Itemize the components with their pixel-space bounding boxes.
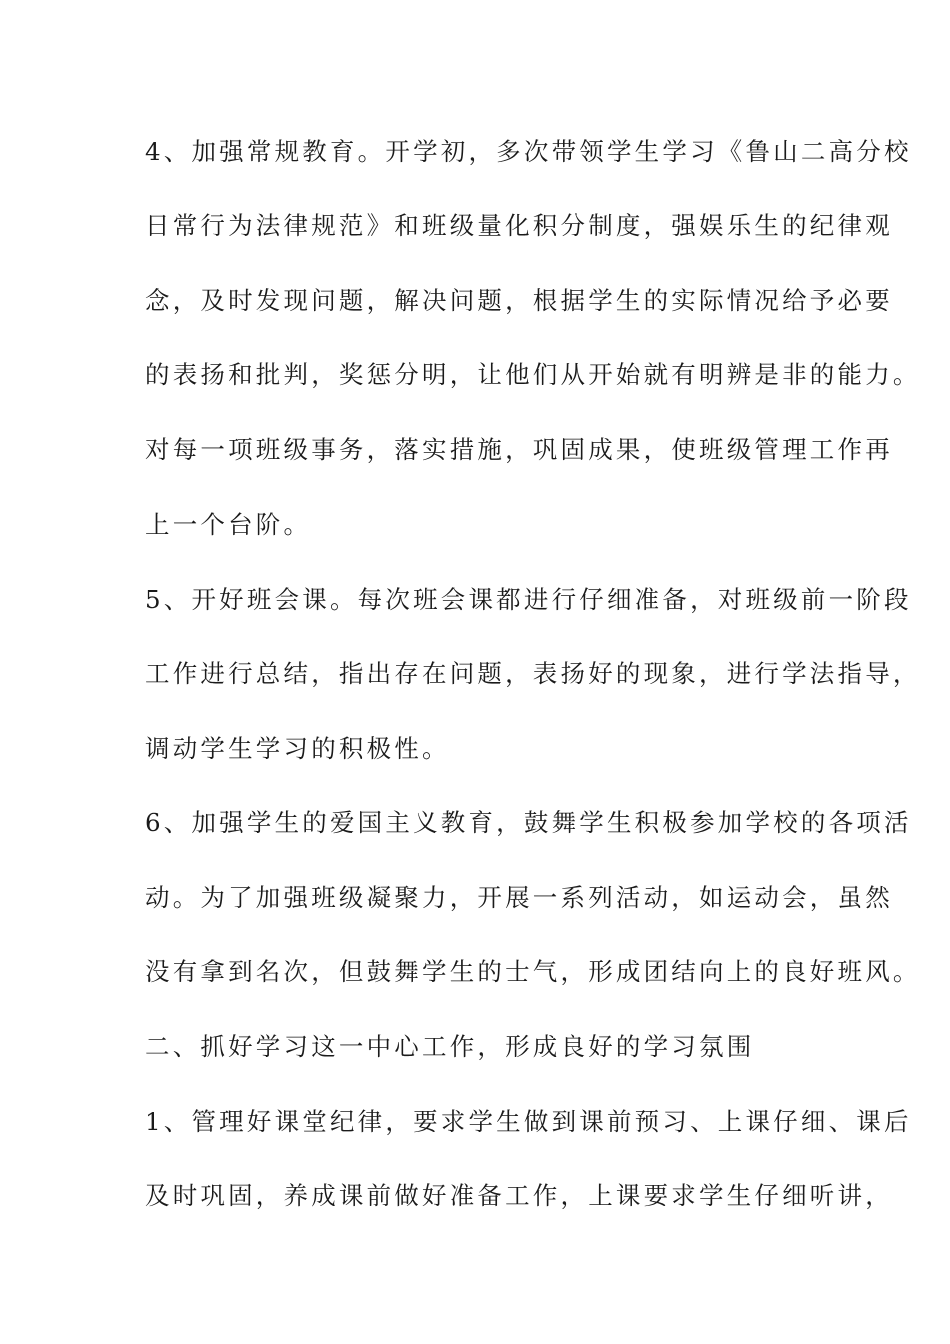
- text-line: 日常行为法律规范》和班级量化积分制度，强娱乐生的纪律观: [145, 211, 893, 240]
- text-line: 工作进行总结，指出存在问题，表扬好的现象，进行学法指导，: [145, 659, 921, 688]
- text-line: 的表扬和批判，奖惩分明，让他们从开始就有明辨是非的能力。: [145, 360, 921, 389]
- text-line: 上一个台阶。: [145, 510, 312, 539]
- text-line: 及时巩固，养成课前做好准备工作，上课要求学生仔细听讲，: [145, 1181, 893, 1210]
- section-heading: 二、抓好学习这一中心工作，形成良好的学习氛围: [145, 1032, 755, 1061]
- text-line: 对每一项班级事务，落实措施，巩固成果，使班级管理工作再: [145, 435, 893, 464]
- text-line: 1、管理好课堂纪律，要求学生做到课前预习、上课仔细、课后: [145, 1107, 912, 1136]
- text-line: 念，及时发现问题，解决问题，根据学生的实际情况给予必要: [145, 286, 893, 315]
- text-line: 4、加强常规教育。开学初，多次带领学生学习《鲁山二高分校: [145, 137, 912, 166]
- text-line: 没有拿到名次，但鼓舞学生的士气，形成团结向上的良好班风。: [145, 957, 921, 986]
- text-line: 6、加强学生的爱国主义教育，鼓舞学生积极参加学校的各项活: [145, 808, 912, 837]
- text-line: 动。为了加强班级凝聚力，开展一系列活动，如运动会，虽然: [145, 883, 893, 912]
- text-line: 5、开好班会课。每次班会课都进行仔细准备，对班级前一阶段: [145, 585, 912, 614]
- text-line: 调动学生学习的积极性。: [145, 734, 450, 763]
